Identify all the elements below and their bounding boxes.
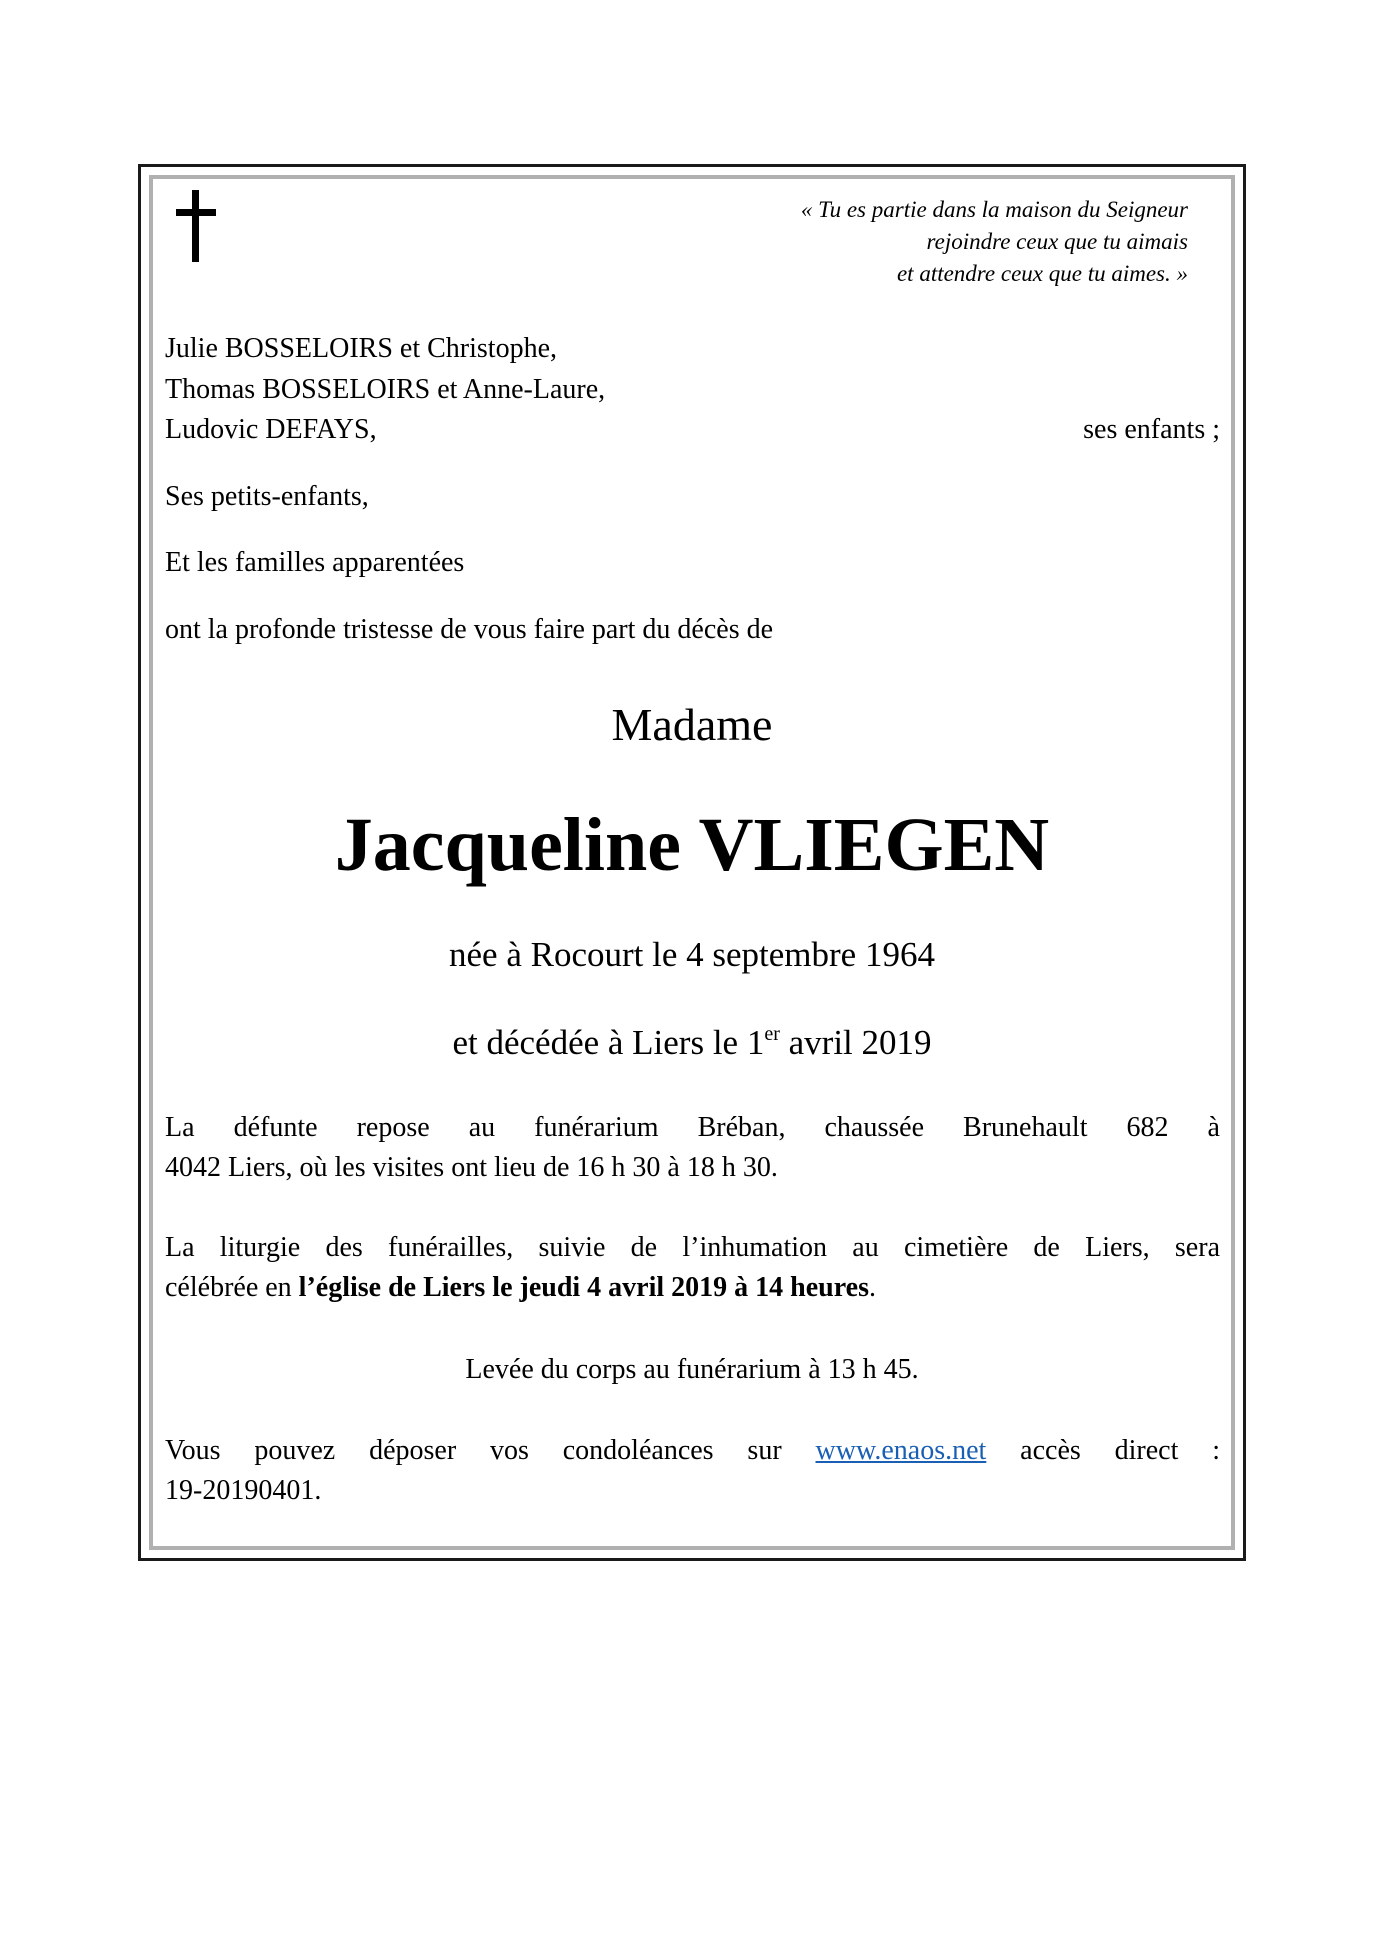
family-line: Ludovic DEFAYS, (165, 414, 377, 445)
deceased-name: Jacqueline VLIEGEN (334, 803, 1050, 887)
cross-icon (176, 190, 216, 262)
birth-info: née à Rocourt le 4 septembre 1964 (449, 935, 935, 974)
relation-text: ses enfants ; (1083, 414, 1220, 445)
quote-line: et attendre ceux que tu aimes. » (896, 261, 1188, 286)
family-line: Julie BOSSELOIRS et Christophe, (165, 333, 558, 364)
funeral-paragraph (165, 1228, 1220, 1308)
condolences-line: Vous pouvez déposer vos condoléances sur www.enaos.net accès direct : (165, 1435, 1221, 1466)
families-text: Et les familles apparentées (165, 547, 465, 578)
rest-paragraph (165, 1108, 1220, 1188)
rest-line: La défunte repose au funérarium Bréban, chaussée Brunehault 682 à (165, 1112, 1220, 1143)
funeral-line: La liturgie des funérailles, suivie de l’inhumation au cimetière de Liers, sera (165, 1232, 1220, 1263)
family-line: Thomas BOSSELOIRS et Anne-Laure, (165, 374, 606, 405)
condolences-paragraph (165, 1431, 1220, 1511)
quote-line: « Tu es partie dans la maison du Seigneur (800, 197, 1188, 222)
condolences-code: 19-20190401. (165, 1475, 322, 1506)
grandchildren-text: Ses petits-enfants, (165, 481, 369, 512)
rest-line: 4042 Liers, où les visites ont lieu de 16 h 30 à 18 h 30. (165, 1152, 778, 1183)
announce-text: ont la profonde tristesse de vous faire part du décès de (165, 614, 774, 645)
condolences-link[interactable]: www.enaos.net (815, 1435, 987, 1466)
quote-line: rejoindre ceux que tu aimais (926, 229, 1188, 254)
funeral-line: célébrée en l’église de Liers le jeudi 4 avril 2019 à 14 heures. (165, 1272, 876, 1303)
levee-text: Levée du corps au funérarium à 13 h 45. (465, 1354, 919, 1385)
quote-block (488, 194, 1188, 290)
deceased-title: Madame (611, 699, 773, 750)
death-info: et décédée à Liers le 1er avril 2019 (452, 1023, 932, 1062)
funeral-date-bold: l’église de Liers le jeudi 4 avril 2019 à 14 heures (298, 1272, 869, 1303)
